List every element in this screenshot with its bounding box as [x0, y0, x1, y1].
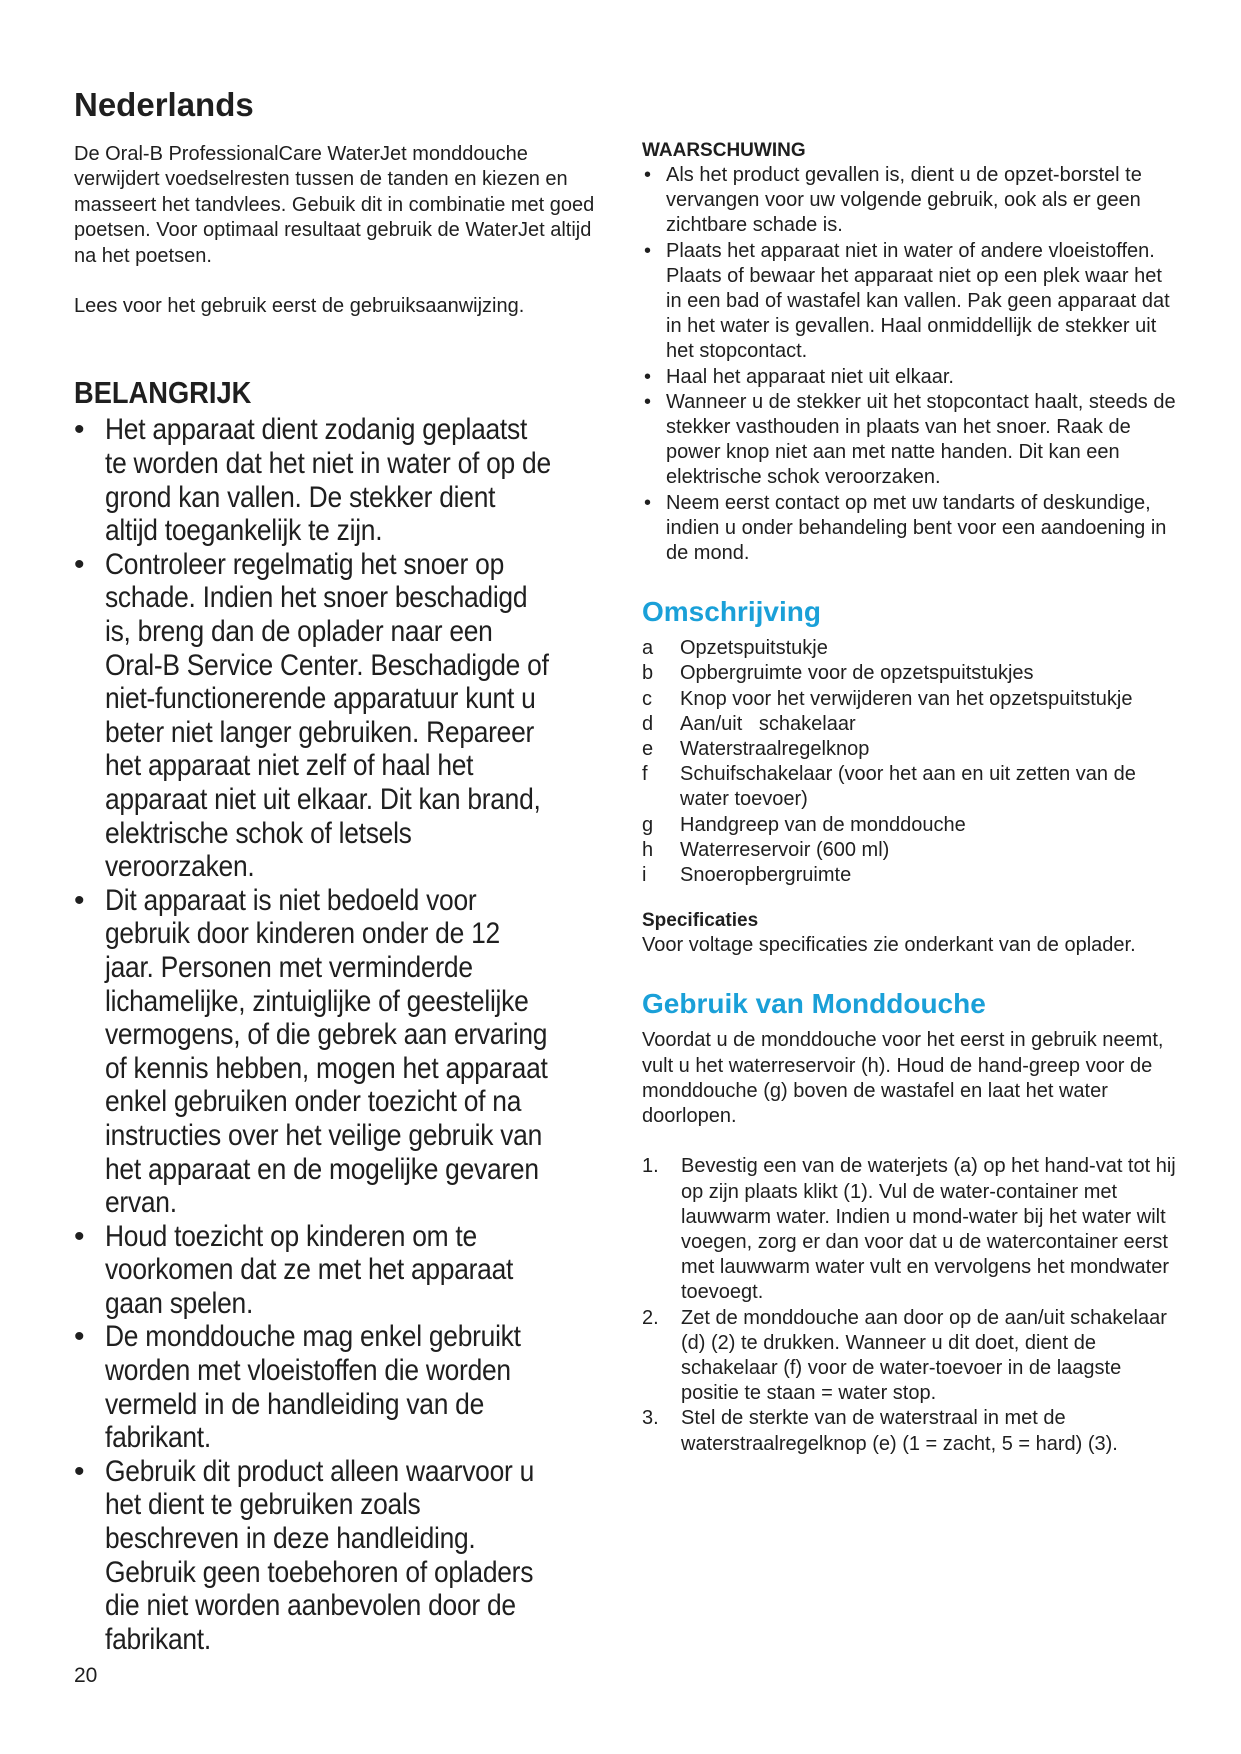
parts-list	[642, 636, 1182, 888]
part-item: a Opzetspuitstukje	[642, 637, 828, 660]
warning-item: • Neem eerst contact op met uw tandarts of deskundige, indien u onder behandeling bent voor een aandoening in de mond.	[642, 491, 1182, 567]
intro-paragraph: De Oral-B ProfessionalCare WaterJet monddouche verwijdert voedselresten tussen de tanden en kiezen en masseert het tandvlees. Gebuik dit in combinatie met goed poetsen. Voor optimaal resultaat gebruik de WaterJet altijd na het poetsen.	[74, 143, 595, 267]
part-item: h Waterreservoir (600 ml)	[642, 838, 890, 861]
part-item: e Waterstraalregelknop	[642, 738, 870, 761]
part-item: c Knop voor het verwijderen van het opzetspuitstukje	[642, 687, 1133, 710]
steps-list	[642, 1154, 1182, 1456]
part-item: b Opbergruimte voor de opzetspuitstukjes	[642, 662, 1034, 685]
warning-item: • Als het product gevallen is, dient u de opzet-borstel te vervangen voor uw volgende gebruik, ook als er geen zichtbare schade is.	[642, 163, 1182, 239]
important-item: • De monddouche mag enkel gebruikt worden met vloeistoffen die worden vermeld in de handleiding van de fabrikant.	[74, 1320, 614, 1454]
step-item: 3. Stel de sterkte van de waterstraal in met de waterstraalregelknop (e) (1 = zacht, 5 = hard) (3).	[642, 1407, 1118, 1455]
warning-item: • Plaats het apparaat niet in water of andere vloeistoffen. Plaats of bewaar het apparaat niet op een plek waar het in een bad of wastafel kan vallen. Pak geen apparaat dat in het water is gevallen. Haal onmiddellijk de stekker uit het stopcontact.	[642, 239, 1182, 365]
important-item: • Controleer regelmatig het snoer op schade. Indien het snoer beschadigd is, breng dan de oplader naar een Oral-B Service Center. Beschadigde of niet-functionerende apparatuur kunt u beter niet langer gebruiken. Repareer het apparaat niet zelf of haal het apparaat niet uit elkaar. Dit kan brand, elektrische schok of letsels veroorzaken.	[74, 548, 614, 884]
intro-paragraph: Lees voor het gebruik eerst de gebruiksaanwijzing.	[74, 295, 525, 318]
part-item: i Snoeropbergruimte	[642, 864, 852, 887]
intro	[74, 142, 614, 319]
important-list	[74, 413, 614, 1656]
language-heading: Nederlands	[74, 86, 254, 123]
usage-heading: Gebruik van Monddouche	[642, 988, 986, 1020]
page-number: 20	[74, 1664, 98, 1687]
usage-intro: Voordat u de monddouche voor het eerst in gebruik neemt, vult u het waterreservoir (h). Houd de hand-greep voor de monddouche (g) boven de wastafel en laat het water doorlopen.	[642, 1029, 1164, 1128]
warning-item: • Wanneer u de stekker uit het stopcontact haalt, steeds de stekker vasthouden in plaats van het snoer. Raak de power knop niet aan met natte handen. Dit kan een elektrische schok veroorzaken.	[642, 390, 1182, 491]
important-heading: BELANGRIJK	[74, 375, 252, 411]
important-item: • Dit apparaat is niet bedoeld voor gebruik door kinderen onder de 12 jaar. Personen met verminderde lichamelijke, zintuiglijke of geestelijke vermogens, of die gebrek aan ervaring of kennis hebben, mogen het apparaat enkel gebruiken onder toezicht of na instructies over het veilige gebruik van het apparaat en de mogelijke gevaren ervan.	[74, 884, 614, 1220]
important-item: • Het apparaat dient zodanig geplaatst te worden dat het niet in water of op de grond kan vallen. De stekker dient altijd toegankelijk te zijn.	[74, 413, 614, 547]
left-column	[74, 86, 614, 1656]
specs-text: Voor voltage specificaties zie onderkant van de oplader.	[642, 934, 1136, 957]
right-column	[642, 140, 1182, 1457]
important-item: • Houd toezicht op kinderen om te voorkomen dat ze met het apparaat gaan spelen.	[74, 1220, 614, 1321]
part-item: g Handgreep van de monddouche	[642, 813, 966, 836]
part-item: d Aan/uit schakelaar	[642, 712, 856, 735]
warning-heading: WAARSCHUWING	[642, 140, 806, 161]
description-heading: Omschrijving	[642, 596, 821, 628]
warning-item: • Haal het apparaat niet uit elkaar.	[642, 365, 1182, 390]
specs-heading: Specificaties	[642, 910, 759, 932]
part-item: f Schuifschakelaar (voor het aan en uit zetten van de water toevoer)	[642, 763, 1136, 811]
step-item: 2. Zet de monddouche aan door op de aan/uit schakelaar (d) (2) te drukken. Wanneer u dit doet, dient de schakelaar (f) voor de water-toevoer in de laagste positie te staan = water stop.	[642, 1306, 1167, 1405]
important-item: • Gebruik dit product alleen waarvoor u het dient te gebruiken zoals beschreven in deze handleiding. Gebruik geen toebehoren of opladers die niet worden aanbevolen door de fabrikant.	[74, 1455, 614, 1657]
step-item: 1. Bevestig een van de waterjets (a) op het hand-vat tot hij op zijn plaats klikt (1). Vul de water-container met lauwwarm water. Indien u mond-water bij het water wilt voegen, zorg er dan voor dat u de watercontainer eerst met lauwwarm water vult en vervolgens het mondwater toevoegt.	[642, 1155, 1176, 1304]
warning-list	[642, 163, 1182, 566]
